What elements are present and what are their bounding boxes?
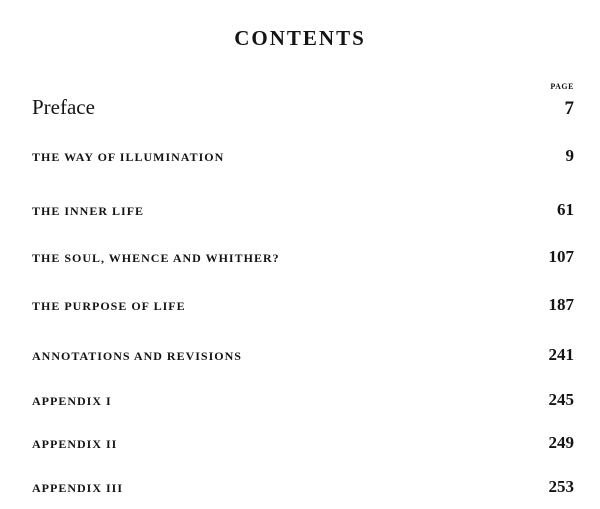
contents-heading: CONTENTS <box>234 26 366 50</box>
toc-entry-page: 249 <box>548 433 574 452</box>
toc-entry-way-of-illumination <box>32 146 574 166</box>
toc-entry-page: 245 <box>548 390 574 409</box>
toc-entry-page: 187 <box>548 295 574 314</box>
toc-entry-label: ANNOTATIONS AND REVISIONS <box>32 349 242 363</box>
toc-entry-page: 241 <box>548 345 574 364</box>
toc-entry-page: 253 <box>548 477 574 496</box>
toc-entry-appendix-1 <box>32 390 574 410</box>
toc-entry-soul-whence-whither <box>32 247 574 267</box>
toc-entry-preface <box>32 95 574 120</box>
toc-entry-label: THE WAY OF ILLUMINATION <box>32 150 225 164</box>
toc-entry-label: APPENDIX II <box>32 437 118 451</box>
toc-entry-page: 107 <box>548 247 574 266</box>
toc-entry-label: APPENDIX III <box>32 481 124 495</box>
toc-entry-label: APPENDIX I <box>32 394 112 408</box>
toc-entry-purpose-of-life <box>32 295 574 315</box>
toc-entry-inner-life <box>32 200 574 220</box>
page-column-label: PAGE <box>550 82 574 91</box>
toc-entry-appendix-3 <box>32 477 574 497</box>
toc-entry-label: Preface <box>32 95 95 119</box>
toc-entry-label: THE PURPOSE OF LIFE <box>32 299 186 313</box>
toc-entry-page: 9 <box>565 146 574 165</box>
toc-entry-label: THE INNER LIFE <box>32 204 145 218</box>
toc-entry-page: 61 <box>557 200 574 219</box>
toc-entry-appendix-2 <box>32 433 574 453</box>
toc-entry-page: 7 <box>564 98 574 119</box>
toc-entry-label: THE SOUL, WHENCE AND WHITHER? <box>32 251 280 265</box>
toc-entry-annotations-revisions <box>32 345 574 365</box>
